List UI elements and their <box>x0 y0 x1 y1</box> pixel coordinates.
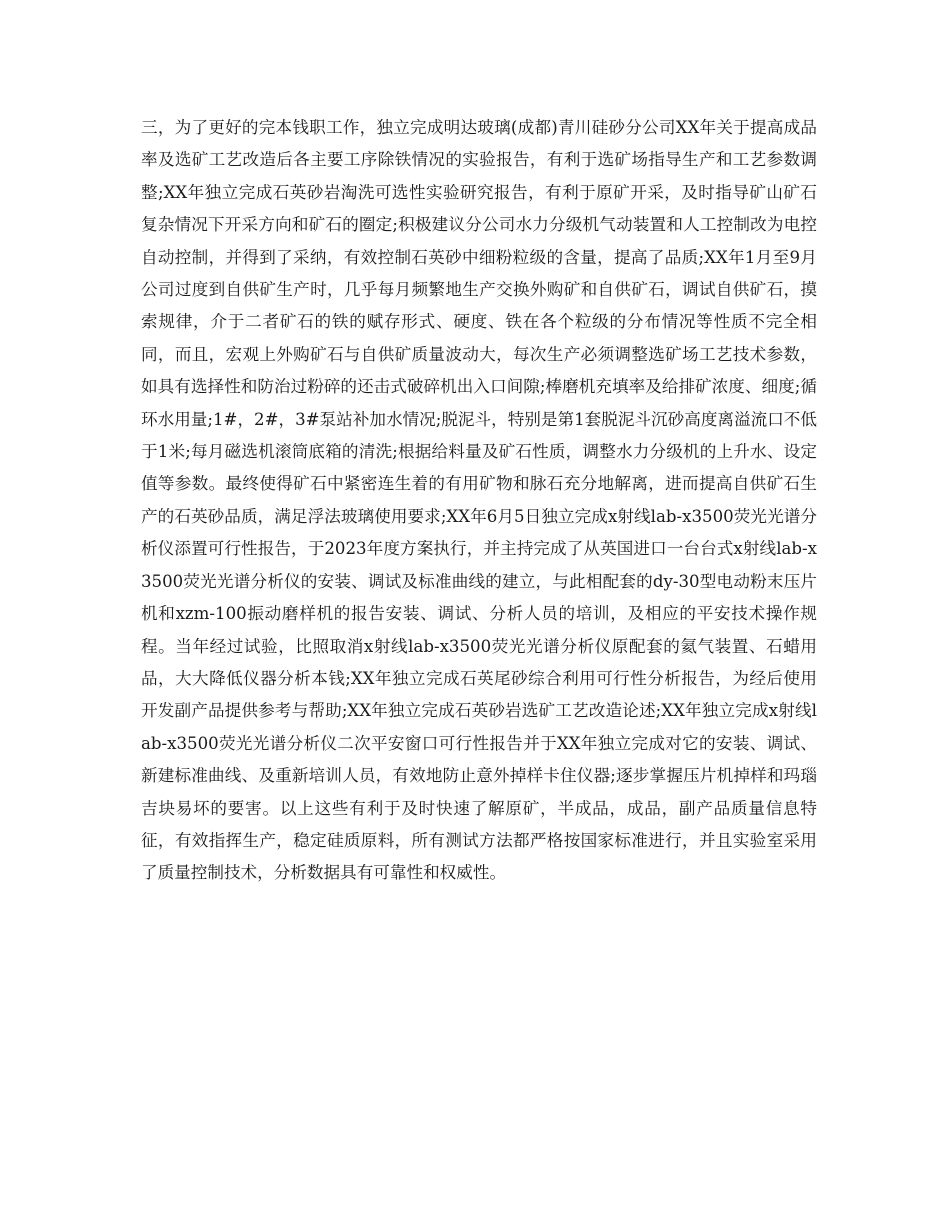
body-paragraph: 三，为了更好的完本钱职工作，独立完成明达玻璃(成都)青川硅砂分公司XX年关于提高成品率及选矿工艺改造后各主要工序除铁情况的实验报告，有利于选矿场指导生产和工艺参数调整;XX年独立完成石英砂岩淘洗可选性实验研究报告，有利于原矿开采，及时指导矿山矿石复杂情况下开采方向和矿石的圈定;积极建议分公司水力分级机气动装置和人工控制改为电控自动控制，并得到了采纳，有效控制石英砂中细粉粒级的含量，提高了品质;XX年1月至9月公司过度到自供矿生产时，几乎每月频繁地生产交换外购矿和自供矿石，调试自供矿石，摸索规律，介于二者矿石的铁的赋存形式、硬度、铁在各个粒级的分布情况等性质不完全相同，而且，宏观上外购矿石与自供矿质量波动大，每次生产必须调整选矿场工艺技术参数，如具有选择性和防治过粉碎的还击式破碎机出入口间隙;棒磨机充填率及给排矿浓度、细度;循环水用量;1#，2#，3#泵站补加水情况;脱泥斗，特别是第1套脱泥斗沉砂高度离溢流口不低于1米;每月磁选机滚筒底箱的清洗;根据给料量及矿石性质，调整水力分级机的上升水、设定值等参数。最终使得矿石中紧密连生着的有用矿物和脉石充分地解离，进而提高自供矿石生产的石英砂品质，满足浮法玻璃使用要求;XX年6月5日独立完成x射线lab-x3500荧光光谱分析仪添置可行性报告，于2023年度方案执行，并主持完成了从英国进口一台台式x射线lab-x3500荧光光谱分析仪的安装、调试及标准曲线的建立，与此相配套的dy-30型电动粉末压片机和xzm-100振动磨样机的报告安装、调试、分析人员的培训，及相应的平安技术操作规程。当年经过试验，比照取消x射线lab-x3500荧光光谱分析仪原配套的氦气装置、石蜡用品，大大降低仪器分析本钱;XX年独立完成石英尾砂综合利用可行性分析报告，为经后使用开发副产品提供参考与帮助;XX年独立完成石英砂岩选矿工艺改造论述;XX年独立完成x射线lab-x3500荧光光谱分析仪二次平安窗口可行性报告并于XX年独立完成对它的安装、调试、新建标准曲线、及重新培训人员，有效地防止意外掉样卡住仪器;逐步掌握压片机掉样和玛瑙吉块易坏的要害。以上这些有利于及时快速了解原矿，半成品，成品，副产品质量信息特征，有效指挥生产，稳定硅质原料，所有测试方法都严格按国家标准进行，并且实验室采用了质量控制技术，分析数据具有可靠性和权威性。 <box>141 118 817 883</box>
